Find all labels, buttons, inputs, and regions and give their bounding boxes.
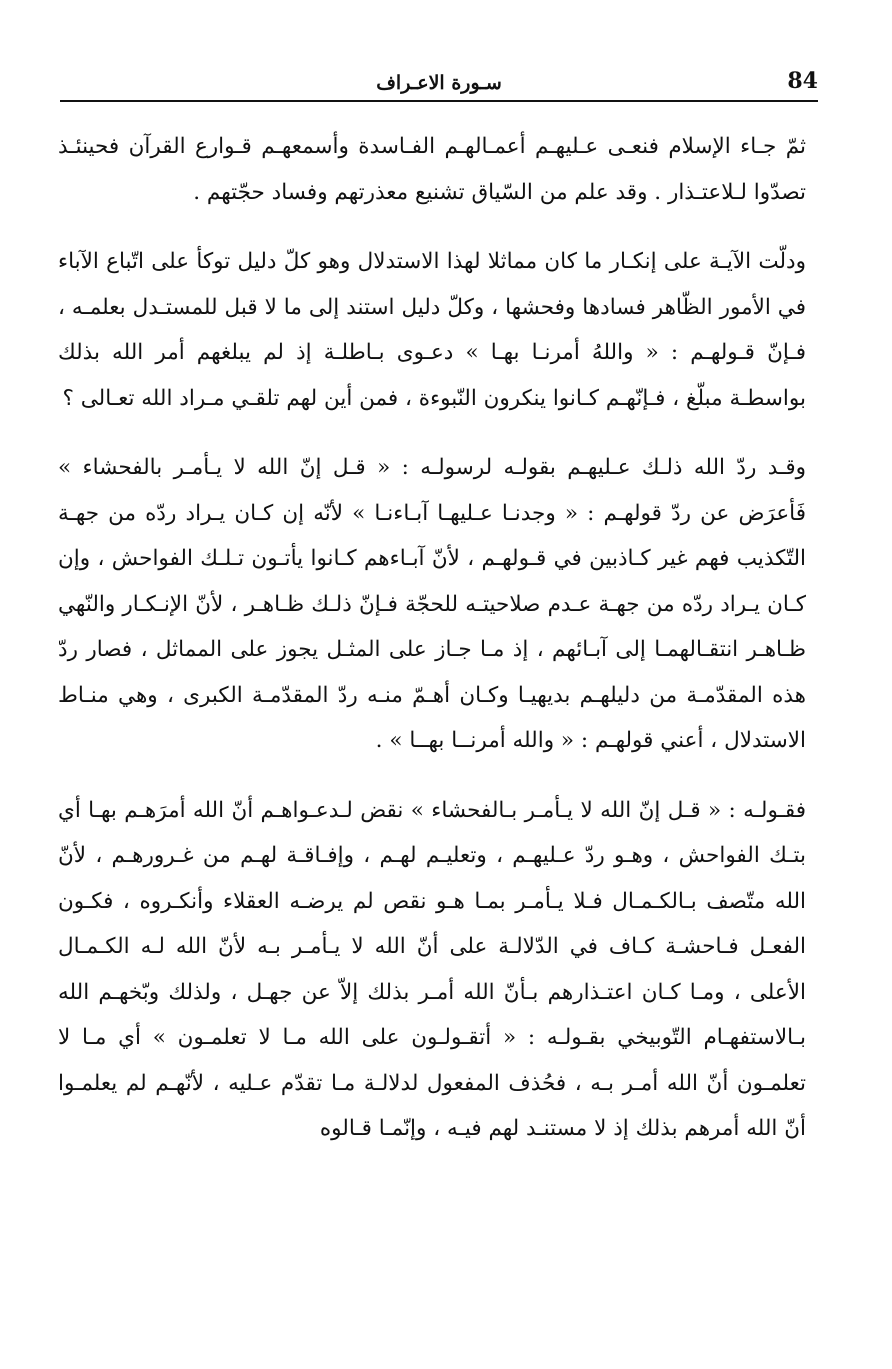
page-number: 84: [787, 68, 818, 94]
paragraph-2: ودلّت الآيـة على إنكـار ما كان مماثلا لهذا الاستدلال وهو كلّ دليل توكأ على اتّباع الآباء في الأمور الظّاهر فسادها وفحشها ، وكلّ دليل استند إلى ما لا قبل للمستـدل بعلمـه ، فـإنّ قـولهـم : « واللهُ أمرنـا بهـا » دعـوى بـاطلـة إذ لم يبلغهم أمر الله بذلك بواسطـة مبلّغ ، فـإنّهـم كـانوا ينكرون النّبوءة ، فمن أين لهم تلقـي مـراد الله تعـالى ؟: [58, 249, 806, 411]
page-body: [58, 124, 806, 1152]
surah-title: سـورة الاعـراف: [376, 72, 502, 94]
paragraph-4: فقـولـه : « قـل إنّ الله لا يـأمـر بـالفحشاء » نقض لـدعـواهـم أنّ الله أمرَهـم بهـا أي بتـك الفواحش ، وهـو ردّ عـليهـم ، وتعليـم لهـم ، وإفـاقـة لهـم من غـرورهـم ، لأنّ الله متّصف بـالكـمـال فـلا يـأمـر بمـا هـو نقص لم يرضـه العقلاء وأنكـروه ، فكـون الفعـل فـاحشـة كـاف في الدّلالـة على أنّ الله لا يـأمـر بـه لأنّ الله لـه الكـمـال الأعلى ، ومـا كـان اعتـذارهم بـأنّ الله أمـر بذلك إلاّ عن جهـل ، ولذلك وبّخهـم الله بـالاستفهـام التّوبيخي بقـولـه : « أتقـولـون على الله مـا لا تعلمـون » أي مـا لا تعلمـون أنّ الله أمـر بـه ، فحُذف المفعول لدلالـة مـا تقدّم عـليه ، لأنّهـم لم يعلمـوا أنّ الله أمرهم بذلك إذ لا مستنـد لهم فيـه ، وإنّمـا قـالوه: [58, 797, 806, 1141]
paragraph-1: ثمّ جـاء الإسلام فنعـى عـليهـم أعمـالهـم الفـاسدة وأسمعهـم قـوارع القرآن فحينئـذ تصدّوا لـلاعتـذار . وقد علم من السّياق تشنيع معذرتهم وفساد حجّتهم .: [58, 134, 806, 205]
header-divider: [60, 100, 818, 102]
page-header: [60, 66, 818, 102]
paragraph-3: وقـد ردّ الله ذلـك عـليهـم بقولـه لرسولـه : « قـل إنّ الله لا يـأمـر بالفحشاء » فَأعرَض عن ردّ قولهـم : « وجدنـا عـليهـا آبـاءنـا » لأنّه إن كـان يـراد ردّه من جهـة التّكذيب فهم غير كـاذبين في قـولهـم ، لأنّ آبـاءهم كـانوا يأتـون تـلـك الفواحش ، وإن كـان يـراد ردّه من جهـة عـدم صلاحيتـه للحجّة فـإنّ ذلـك ظـاهـر ، لأنّ الإنـكـار والنّهي ظـاهـر انتقـالهمـا إلى آبـائهم ، إذ مـا جـاز على المثـل يجوز على المماثل ، فصار ردّ هذه المقدّمـة من دليلهـم بديهيـا وكـان أهـمّ منـه ردّ المقدّمـة الكبرى ، وهي منـاط الاستدلال ، أعني قولهـم : « والله أمرنــا بهــا » .: [58, 455, 806, 753]
